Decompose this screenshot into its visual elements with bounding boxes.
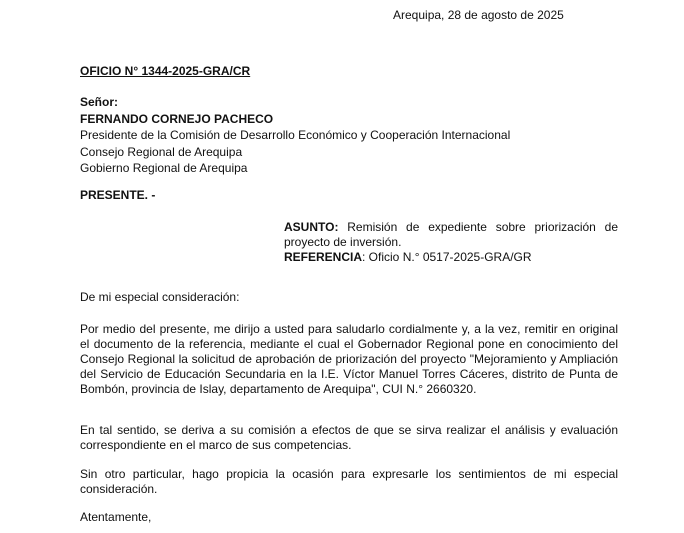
body-paragraph-1: Por medio del presente, me dirijo a usted para saludarlo cordialmente y, a la vez, remitir en original el documento de la referencia, mediante el cual el Gobernador Regional pone en conocimiento del Consejo Regional la solicitud de aprobación de priorización del proyecto "Mejoramiento y Ampliación del Servicio de Educación Secundaria en la I.E. Víctor Manuel Torres Cáceres, distrito de Punta de Bombón, provincia de Islay, departamento de Arequipa", CUI N.° 2660320. <box>80 322 618 396</box>
asunto-text: Remisión de expediente sobre priorización de proyecto de inversión. <box>284 220 618 249</box>
recipient-org-line2: Gobierno Regional de Arequipa <box>80 161 248 175</box>
referencia-text: : Oficio N.° 0517-2025-GRA/GR <box>362 250 532 264</box>
recipient-salutation: Señor: <box>80 95 119 109</box>
recipient-block <box>80 94 510 177</box>
body-paragraph-2: En tal sentido, se deriva a su comisión a efectos de que se sirva realizar el análisis y evaluación correspondiente en el marco de sus competencias. <box>80 423 618 452</box>
recipient-org-line1: Consejo Regional de Arequipa <box>80 144 243 159</box>
referencia-label: REFERENCIA <box>284 250 363 264</box>
referencia-line <box>284 250 618 265</box>
asunto-line <box>284 220 618 250</box>
date-line: Arequipa, 28 de agosto de 2025 <box>393 8 564 22</box>
presente-line: PRESENTE. - <box>80 188 156 202</box>
body-paragraph-3: Sin otro particular, hago propicia la ocasión para expresarle los sentimientos de mi especial consideración. <box>80 467 618 496</box>
greeting: De mi especial consideración: <box>80 290 240 304</box>
oficio-number: OFICIO N° 1344-2025-GRA/CR <box>80 64 251 78</box>
asunto-label: ASUNTO: <box>284 220 339 234</box>
recipient-name: FERNANDO CORNEJO PACHECO <box>80 111 274 126</box>
asunto-block <box>284 220 618 265</box>
recipient-title: Presidente de la Comisión de Desarrollo Económico y Cooperación Internacional <box>80 128 511 142</box>
closing-line: Atentamente, <box>80 510 152 524</box>
